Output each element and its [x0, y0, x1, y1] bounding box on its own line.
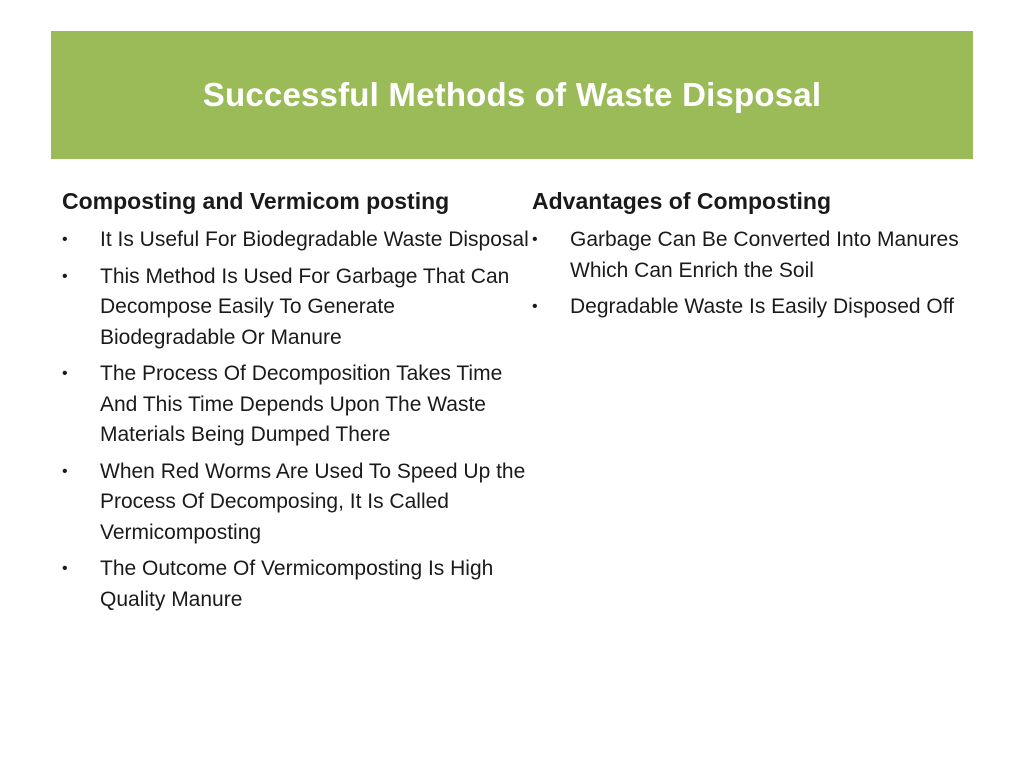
- bullet-icon: •: [62, 267, 68, 285]
- left-column-heading: Composting and Vermicom posting: [62, 188, 450, 214]
- list-item-text: It Is Useful For Biodegradable Waste Disposal: [100, 228, 529, 251]
- right-bullet-list: [532, 225, 972, 323]
- title-bar: [51, 31, 973, 159]
- list-item: [532, 225, 972, 286]
- bullet-icon: •: [532, 298, 538, 315]
- bullet-icon: •: [62, 231, 68, 248]
- bullet-icon: •: [62, 560, 68, 577]
- list-item: [62, 225, 532, 256]
- slide-title: Successful Methods of Waste Disposal: [202, 76, 822, 113]
- list-item-text: The Process Of Decomposition Takes Time And This Time Depends Upon The Waste Materials Being Dumped There: [100, 362, 503, 446]
- bullet-icon: •: [532, 231, 538, 248]
- list-item-text: The Outcome Of Vermicomposting Is High Quality Manure: [100, 557, 494, 611]
- list-item: [62, 457, 532, 549]
- list-item-text: Garbage Can Be Converted Into Manures Which Can Enrich the Soil: [570, 228, 959, 282]
- right-column-heading: Advantages of Composting: [532, 188, 832, 214]
- list-item: [532, 292, 972, 323]
- list-item: [62, 359, 532, 451]
- bullet-icon: •: [62, 365, 68, 382]
- list-item-text: This Method Is Used For Garbage That Can Decompose Easily To Generate Biodegradable Or Manure: [100, 264, 510, 349]
- list-item-text: When Red Worms Are Used To Speed Up the Process Of Decomposing, It Is Called Vermicomposting: [100, 459, 526, 544]
- bullet-icon: •: [62, 462, 68, 480]
- left-bullet-list: [62, 225, 532, 615]
- right-column: [532, 185, 972, 329]
- left-column: [62, 185, 532, 621]
- list-item: [62, 262, 532, 354]
- list-item-text: Degradable Waste Is Easily Disposed Off: [570, 295, 955, 318]
- list-item: [62, 554, 532, 615]
